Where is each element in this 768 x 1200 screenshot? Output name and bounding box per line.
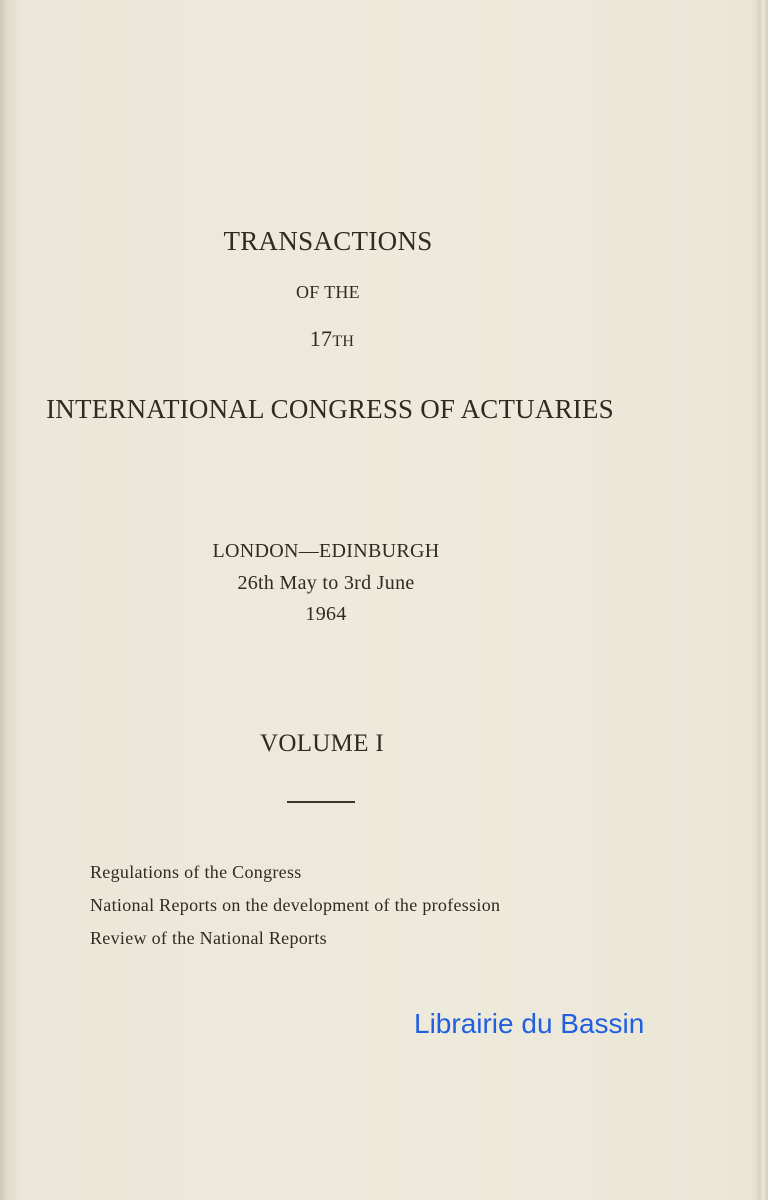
contents-item: Review of the National Reports bbox=[90, 928, 327, 948]
title-of-the: OF THE bbox=[296, 282, 360, 302]
seller-watermark: Librairie du Bassin bbox=[414, 1008, 645, 1039]
ordinal-suffix: TH bbox=[332, 333, 355, 350]
contents-item: National Reports on the development of the profession bbox=[90, 895, 501, 915]
title-ordinal bbox=[0, 326, 716, 352]
location: LONDON—EDINBURGH bbox=[212, 540, 440, 562]
volume-label: VOLUME I bbox=[260, 730, 384, 757]
contents-list bbox=[90, 856, 500, 955]
congress-name: INTERNATIONAL CONGRESS OF ACTUARIES bbox=[46, 394, 614, 424]
ordinal-number: 17 bbox=[309, 326, 333, 351]
year: 1964 bbox=[305, 603, 347, 625]
divider-rule bbox=[287, 801, 355, 803]
contents-item: Regulations of the Congress bbox=[90, 862, 302, 882]
page-edge bbox=[750, 0, 768, 1200]
title-transactions: TRANSACTIONS bbox=[223, 226, 433, 256]
dates: 26th May to 3rd June bbox=[237, 572, 415, 594]
